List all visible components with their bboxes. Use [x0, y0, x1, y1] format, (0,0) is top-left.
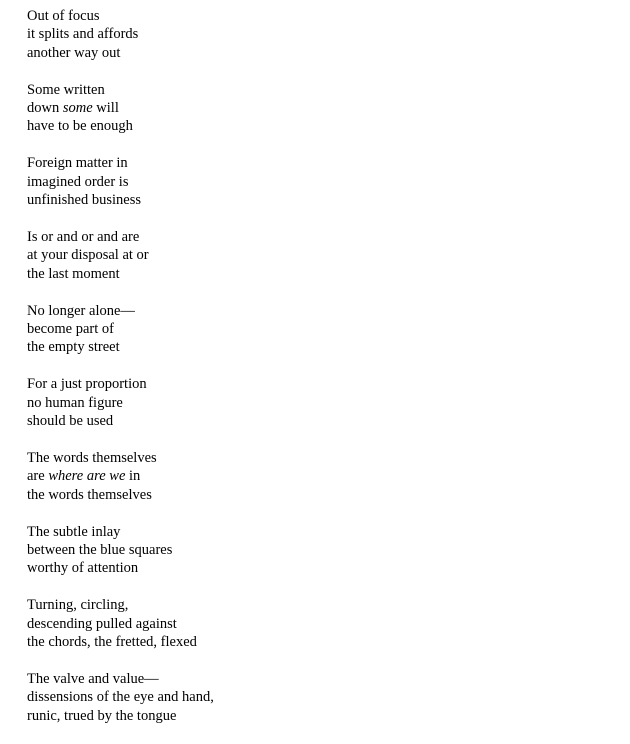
- poem-line: [27, 467, 214, 485]
- poem-stanza: [27, 81, 214, 136]
- poem-line: [27, 707, 214, 725]
- poem-line: [27, 394, 214, 412]
- line-text: will: [92, 100, 119, 117]
- poem-line: [27, 615, 214, 633]
- line-text: Some written: [27, 81, 105, 98]
- poem-line: [27, 228, 214, 246]
- line-text: Out of focus: [27, 8, 100, 24]
- line-text: down: [27, 100, 63, 117]
- line-text: The words themselves: [27, 450, 157, 467]
- line-text: should be used: [27, 413, 114, 430]
- line-text: Is or and or and are: [27, 229, 140, 246]
- poem-line: [27, 81, 214, 99]
- poem-line: [27, 412, 214, 430]
- line-text: runic, trued by the tongue: [27, 707, 177, 724]
- poem-line: [27, 523, 214, 541]
- poem-line: [27, 246, 214, 264]
- poem-stanza: [27, 7, 214, 62]
- line-text: between the blue squares: [27, 542, 173, 559]
- poem-line: [27, 375, 214, 393]
- poem-line: [27, 99, 214, 117]
- poem-line: [27, 486, 214, 504]
- line-text: dissensions of the eye and hand,: [27, 689, 214, 706]
- line-text: the empty street: [27, 339, 120, 356]
- line-text: the last moment: [27, 265, 120, 282]
- poem-stanza: [27, 302, 214, 357]
- italic-text: where are we: [48, 468, 126, 485]
- line-text: The valve and value—: [27, 671, 159, 688]
- line-text: another way out: [27, 44, 121, 61]
- line-text: descending pulled against: [27, 615, 177, 632]
- poem-text: [27, 7, 214, 744]
- poem-line: [27, 541, 214, 559]
- poem-stanza: [27, 449, 214, 504]
- poem-line: [27, 320, 214, 338]
- poem-line: [27, 670, 214, 688]
- poem-line: [27, 117, 214, 135]
- line-text: Turning, circling,: [27, 597, 129, 614]
- poem-line: [27, 154, 214, 172]
- line-text: No longer alone—: [27, 302, 135, 319]
- line-text: the words themselves: [27, 486, 152, 503]
- poem-line: [27, 688, 214, 706]
- poem-line: [27, 559, 214, 577]
- line-text: at your disposal at or: [27, 247, 149, 264]
- line-text: the chords, the fretted, flexed: [27, 634, 197, 651]
- line-text: imagined order is: [27, 173, 129, 190]
- poem-stanza: [27, 596, 214, 651]
- poem-stanza: [27, 154, 214, 209]
- poem-line: [27, 173, 214, 191]
- poem-line: [27, 25, 214, 43]
- poem-line: [27, 449, 214, 467]
- poem-line: [27, 338, 214, 356]
- line-text: unfinished business: [27, 192, 141, 209]
- line-text: are: [27, 468, 49, 485]
- poem-line: [27, 191, 214, 209]
- line-text: The subtle inlay: [27, 523, 121, 540]
- poem-stanza: [27, 375, 214, 430]
- line-text: no human figure: [27, 394, 123, 411]
- poem-line: [27, 265, 214, 283]
- poem-line: [27, 302, 214, 320]
- poem-line: [27, 7, 214, 25]
- italic-text: some: [62, 100, 93, 117]
- line-text: have to be enough: [27, 118, 133, 135]
- line-text: it splits and affords: [27, 26, 139, 43]
- poem-line: [27, 596, 214, 614]
- line-text: worthy of attention: [27, 560, 139, 577]
- poem-stanza: [27, 228, 214, 283]
- line-text: in: [125, 468, 141, 485]
- poem-line: [27, 633, 214, 651]
- line-text: For a just proportion: [27, 376, 147, 393]
- line-text: Foreign matter in: [27, 155, 128, 172]
- poem-stanza: [27, 670, 214, 725]
- poem-stanza: [27, 523, 214, 578]
- poem-line: [27, 44, 214, 62]
- line-text: become part of: [27, 321, 114, 338]
